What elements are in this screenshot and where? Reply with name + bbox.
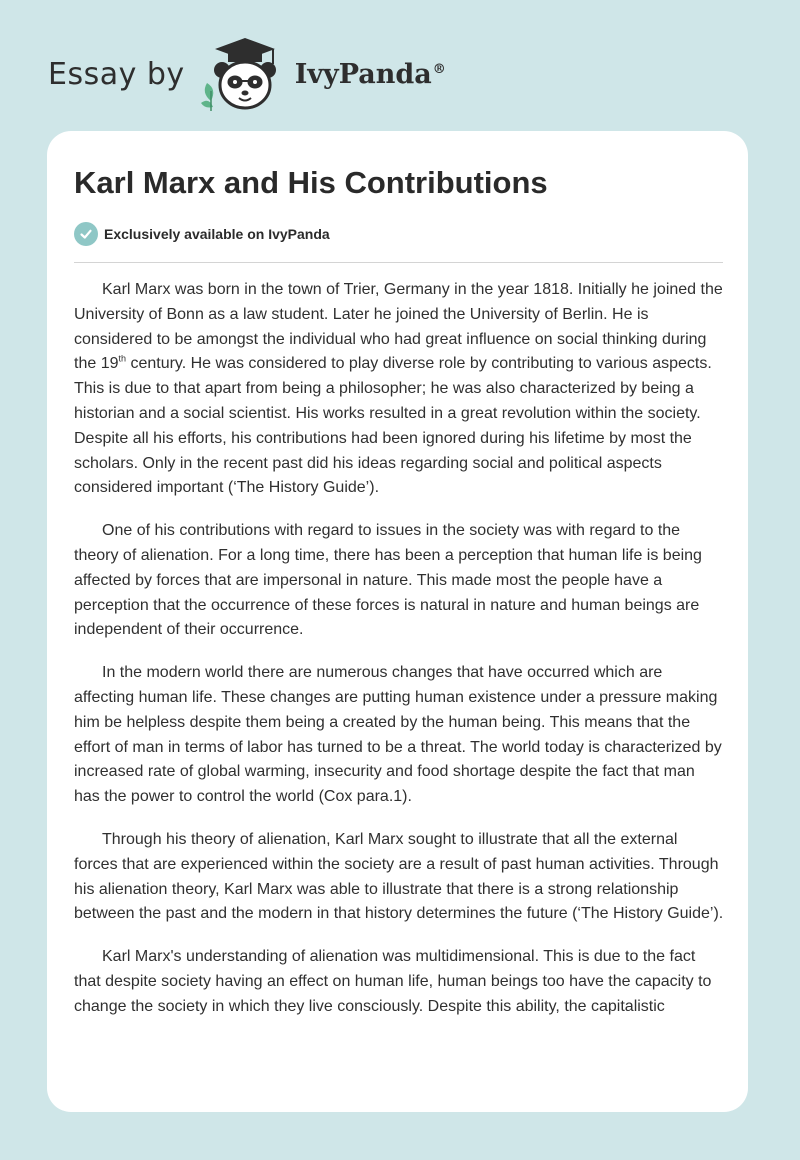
registered-mark: ®: [432, 61, 446, 77]
paragraph-1: Karl Marx was born in the town of Trier, Germany in the year 1818. Initially he joined the University of Bonn as a law student. Later he joined the University of Berlin. He is considered to be amongst the individual who had great influence on social thinking during the 19th century. He was considered to play diverse role by contributing to various aspects. This is due to that apart from being a philosopher; he was also characterized by being a historian and a social scientist. His works resulted in a great revolution within the society. Despite all his efforts, his contributions had been ignored during his lifetime by most the scholars. Only in the recent past did his ideas regarding social and political aspects considered important (‘The History Guide’).: [74, 281, 723, 497]
paragraph-3: In the modern world there are numerous changes that have occurred which are affecting human life. These changes are putting human existence under a pressure making him be helpless despite them being a created by the human being. This means that the effort of man in terms of labor has turned to be a threat. The world today is characterized by increased rate of global warming, insecurity and food shortage despite the fact that man has the power to control the world (Cox para.1).: [74, 664, 722, 806]
check-icon: [74, 222, 98, 246]
paragraph-2: One of his contributions with regard to issues in the society was with regard to the theory of alienation. For a long time, there has been a perception that human life is being affected by forces that are impersonal in nature. This made most the people have a perception that the occurrence of these forces is natural in nature and human beings are independent of their occurrence.: [74, 522, 702, 639]
badge-label: Exclusively available on IvyPanda: [104, 226, 330, 242]
brand-name: IvyPanda®: [294, 58, 446, 90]
essay-by-label: Essay by: [48, 56, 185, 92]
essay-body: [74, 278, 724, 1038]
essay-card: [47, 131, 748, 1112]
exclusive-badge: [74, 222, 330, 246]
panda-graduation-cap-icon: [199, 35, 291, 113]
page-title: Karl Marx and His Contributions: [74, 165, 548, 200]
site-header: [48, 34, 446, 114]
paragraph-5: Karl Marx's understanding of alienation was multidimensional. This is due to the fact that despite society having an effect on human life, human beings too have the capacity to change the society in which they live consciously. Despite this ability, the capitalistic: [74, 948, 712, 1015]
paragraph-4: Through his theory of alienation, Karl Marx sought to illustrate that all the external forces that are experienced within the society are a result of past human activities. Through his alienation theory, Karl Marx was able to illustrate that there is a strong relationship between the past and the modern in that history determines the future (‘The History Guide’).: [74, 830, 724, 923]
divider: [74, 262, 723, 263]
